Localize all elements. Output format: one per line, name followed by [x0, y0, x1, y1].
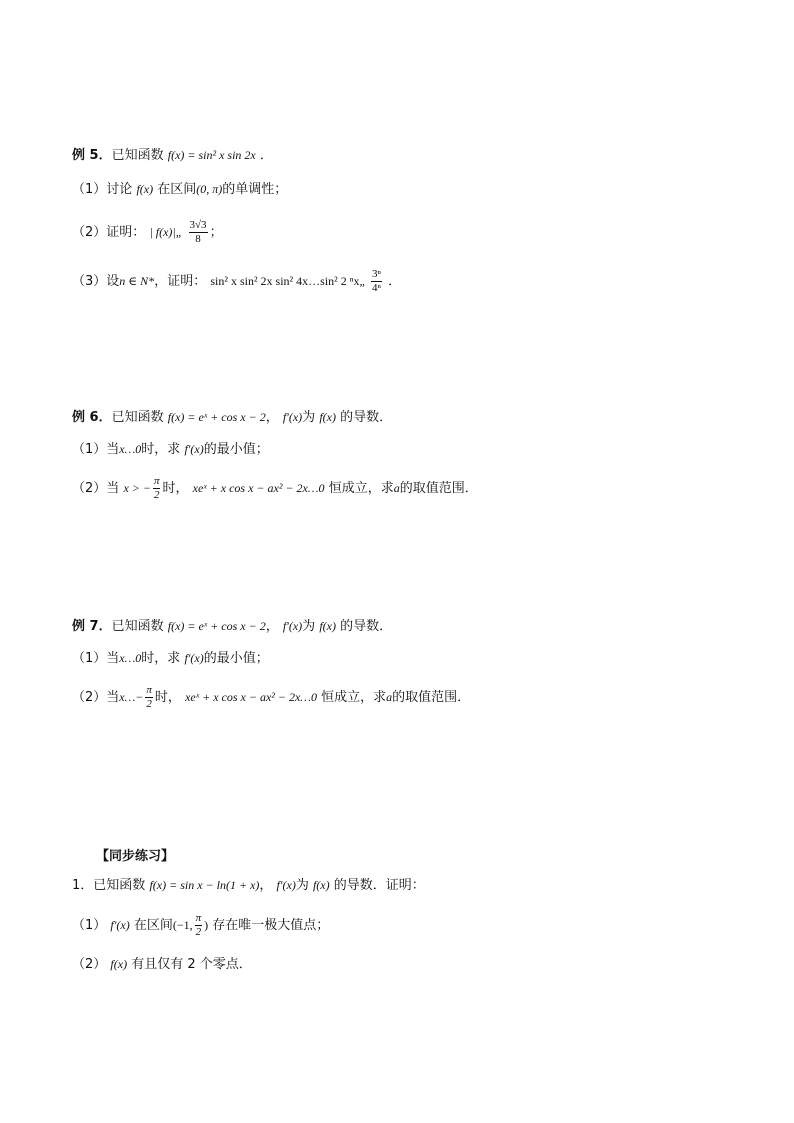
fraction-denominator: 2 [153, 489, 160, 501]
practice-header: 【同步练习】 [96, 849, 175, 864]
formula: f(x) [110, 957, 128, 971]
text: 时， [162, 481, 189, 496]
formula: f′(x) [276, 878, 296, 892]
question-number: （2） [72, 225, 107, 240]
question-number: （2） [72, 690, 107, 705]
fraction [189, 219, 208, 246]
question-number: （1） [72, 442, 107, 457]
text: 当 [106, 690, 120, 705]
formula: f′(x) [282, 619, 303, 633]
text: 存在唯一极大值点； [212, 918, 330, 933]
fraction-denominator: 2 [146, 698, 152, 710]
text: ， [259, 878, 273, 893]
question-number: （1） [72, 918, 107, 933]
text: 设 [106, 274, 120, 289]
text: ， [265, 619, 279, 634]
formula: x…− [119, 690, 144, 704]
text: 已知函数 [93, 878, 146, 893]
text: 时， [154, 690, 181, 705]
text: 当 [106, 481, 120, 496]
formula: (−1, [172, 918, 193, 932]
practice-question-1 [72, 910, 329, 941]
example-label: 例 5． [72, 148, 112, 163]
formula: f(x) [319, 619, 336, 633]
example-7-question-1 [72, 649, 269, 668]
text: 恒成立，求 [321, 690, 387, 705]
example-6-question-2 [72, 473, 478, 504]
practice-problem-1 [72, 876, 425, 895]
text: 时，求 [141, 442, 181, 457]
formula: x…0 [119, 651, 142, 665]
formula: f′(x) [184, 442, 204, 456]
formula: f(x) = eˣ + cos x − 2 [167, 410, 266, 424]
practice-question-2 [72, 955, 252, 974]
example-label: 例 6． [72, 410, 112, 425]
fraction-numerator: 3√3 [189, 219, 207, 231]
example-5-title [72, 146, 273, 165]
formula: f(x) [319, 410, 336, 424]
formula: f(x) = eˣ + cos x − 2 [167, 619, 266, 633]
text: 当 [106, 442, 120, 457]
text: 个零点． [199, 957, 252, 972]
fraction-numerator: π [153, 475, 160, 487]
example-5-question-2 [72, 217, 223, 248]
text: ，证明： [154, 274, 207, 289]
text: 时，求 [141, 651, 181, 666]
formula: xeˣ + x cos x − ax² − 2x…0 [192, 481, 325, 495]
fraction [145, 684, 153, 711]
formula: x > − [123, 481, 151, 495]
formula: a [393, 481, 400, 495]
fraction-denominator: 2 [195, 926, 202, 938]
fraction [195, 912, 203, 939]
question-number: （3） [72, 274, 107, 289]
formula: f′(x) [110, 918, 130, 932]
example-7-title [72, 617, 392, 636]
example-5-question-3 [72, 266, 401, 297]
formula: n ∈ N* [119, 274, 155, 288]
text: 已知函数 [111, 410, 164, 425]
text: 在区间 [157, 182, 197, 197]
text: 在区间 [133, 918, 173, 933]
question-number: （1） [72, 182, 107, 197]
text: ， [265, 410, 279, 425]
example-6-title [72, 408, 392, 427]
problem-number: 1． [72, 878, 94, 893]
formula: x…0 [119, 442, 142, 456]
text: 的导数． [340, 410, 393, 425]
formula: f(x) = sin² x sin 2x [167, 148, 256, 162]
fraction-numerator: 3ⁿ [372, 268, 381, 280]
text: 的单调性； [222, 182, 288, 197]
fraction [371, 268, 382, 295]
text: 的取值范围． [392, 690, 471, 705]
text: 当 [106, 651, 120, 666]
formula: f′(x) [184, 651, 204, 665]
text: 讨论 [106, 182, 133, 197]
formula: f(x) [136, 182, 154, 196]
text: 已知函数 [111, 148, 164, 163]
text: 的最小值； [203, 442, 269, 457]
example-label: 例 7． [72, 619, 112, 634]
text: ； [209, 225, 223, 240]
example-5-question-1 [72, 180, 287, 199]
formula: f(x) = sin x − ln(1 + x) [149, 878, 260, 892]
question-number: （2） [72, 481, 107, 496]
fraction-numerator: π [146, 684, 152, 696]
text: ． [388, 274, 402, 289]
formula: f′(x) [282, 410, 303, 424]
fraction-numerator: π [195, 912, 202, 924]
formula: f(x) [312, 878, 330, 892]
fraction-denominator: 4ⁿ [372, 282, 381, 294]
formula: ) [204, 918, 209, 932]
text: 为 [302, 619, 316, 634]
text: 有且仅有 [131, 957, 184, 972]
text: 为 [295, 878, 309, 893]
formula: a [386, 690, 393, 704]
text: 恒成立，求 [328, 481, 394, 496]
formula: | f(x)|„ [149, 225, 183, 239]
fraction-denominator: 8 [195, 233, 201, 245]
question-number: （2） [72, 957, 107, 972]
text: 为 [302, 410, 316, 425]
text: 证明： [106, 225, 146, 240]
formula: xeˣ + x cos x − ax² − 2x…0 [185, 690, 317, 704]
fraction [153, 475, 161, 502]
text: ． [259, 148, 273, 163]
text: 的最小值； [203, 651, 269, 666]
formula: sin² x sin² 2x sin² 4x…sin² 2 ⁿx„ [210, 274, 365, 288]
text: 已知函数 [111, 619, 164, 634]
example-6-question-1 [72, 440, 269, 459]
question-number: （1） [72, 651, 107, 666]
text: 的导数． [340, 619, 393, 634]
text: 2 [187, 957, 196, 972]
formula: (0, π) [196, 182, 223, 196]
text: 的导数．证明： [333, 878, 425, 893]
text: 的取值范围． [399, 481, 478, 496]
example-7-question-2 [72, 682, 470, 713]
